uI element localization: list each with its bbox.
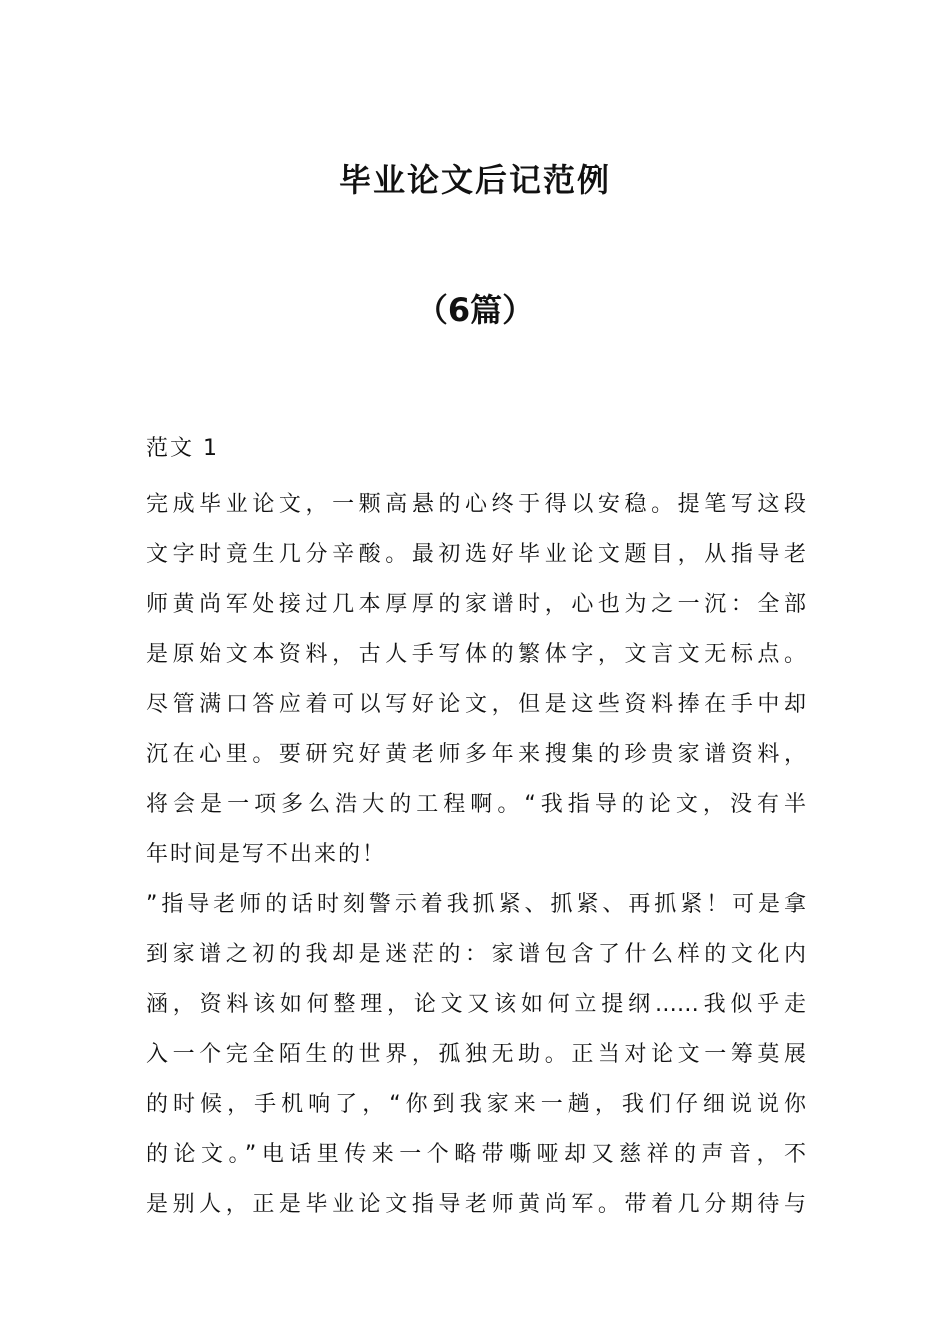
body-text xyxy=(146,480,806,1230)
text-line: 尽管满口答应着可以写好论文，但是这些资料捧在手中却 xyxy=(146,692,806,717)
document-subtitle: （6篇） xyxy=(415,291,535,329)
text-line: 将会是一项多么浩大的工程啊。“我指导的论文，没有半 xyxy=(146,792,806,817)
document-title: 毕业论文后记范例 xyxy=(338,161,611,199)
text-line: 的时候，手机响了，“你到我家来一趟，我们仔细说说你 xyxy=(146,1092,806,1117)
text-line: 是原始文本资料，古人手写体的繁体字，文言文无标点。 xyxy=(146,642,806,667)
text-line: 是别人，正是毕业论文指导老师黄尚军。带着几分期待与 xyxy=(146,1192,806,1217)
text-line: 的论文。”电话里传来一个略带嘶哑却又慈祥的声音，不 xyxy=(146,1142,806,1167)
text-line: 师黄尚军处接过几本厚厚的家谱时，心也为之一沉：全部 xyxy=(146,592,806,617)
text-line: 文字时竟生几分辛酸。最初选好毕业论文题目，从指导老 xyxy=(146,542,806,567)
text-line: 涵，资料该如何整理，论文又该如何立提纲……我似乎走 xyxy=(146,992,806,1017)
text-line: 入一个完全陌生的世界，孤独无助。正当对论文一筹莫展 xyxy=(146,1042,806,1067)
text-line: 完成毕业论文，一颗高悬的心终于得以安稳。提笔写这段 xyxy=(146,492,806,517)
section-label: 范文 1 xyxy=(146,436,219,461)
text-line: 沉在心里。要研究好黄老师多年来搜集的珍贵家谱资料， xyxy=(146,742,806,767)
text-line: ”指导老师的话时刻警示着我抓紧、抓紧、再抓紧！可是拿 xyxy=(146,892,806,917)
text-line: 到家谱之初的我却是迷茫的：家谱包含了什么样的文化内 xyxy=(146,942,806,967)
text-line: 年时间是写不出来的！ xyxy=(146,842,387,867)
